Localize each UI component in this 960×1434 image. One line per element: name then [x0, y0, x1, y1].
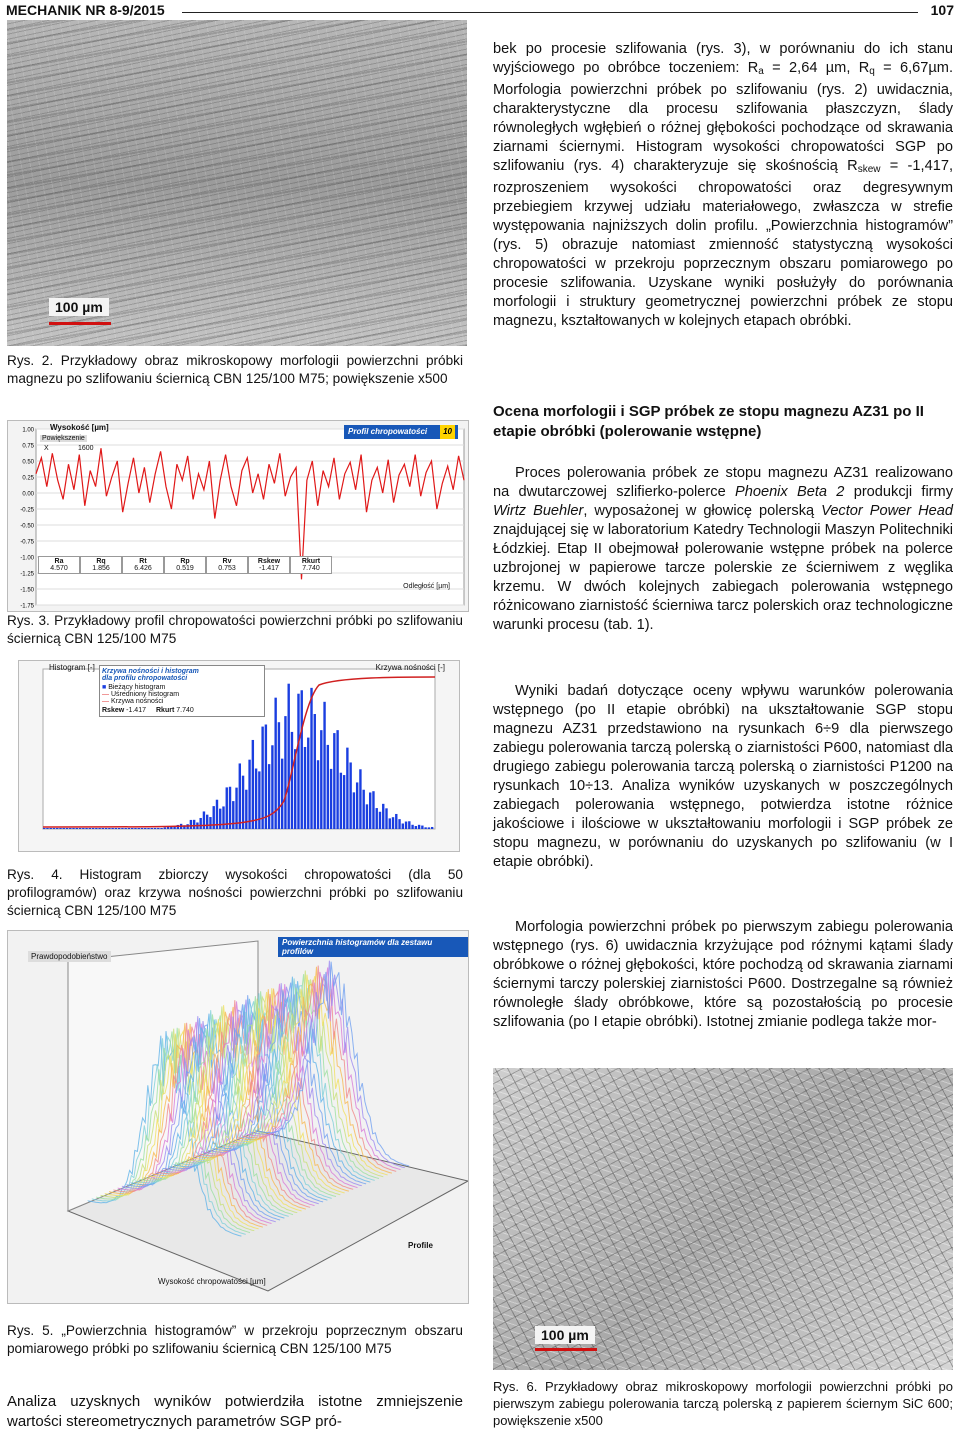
- histogram-bar: [170, 827, 172, 829]
- histogram-bar: [115, 828, 117, 829]
- histogram-bar: [138, 828, 140, 829]
- histogram-bar: [82, 828, 84, 829]
- y-tick-label: -1.50: [20, 587, 34, 594]
- histogram-bar: [323, 702, 325, 829]
- histogram-bar: [405, 822, 407, 829]
- histogram-bar: [229, 787, 231, 829]
- histogram-bar: [69, 828, 71, 829]
- fig4-curve-title: Krzywa nośności [-]: [375, 663, 445, 672]
- fig3-params-table: [38, 556, 332, 574]
- histogram-bar: [59, 828, 61, 829]
- journal-title: MECHANIK NR 8-9/2015: [6, 2, 165, 18]
- fig4-hist-title: Histogram [-]: [49, 663, 95, 672]
- right-paragraph-2: Proces polerowania próbek ze stopu magnezu AZ31 realizowano na dwutarczowej szlifierko-polerce Phoenix Beta 2 produkcji firmy Wirtz Buehler, wyposażonej w głowicę polerską Vector Power Head znajdującej się w laboratorium Katedry Technologii Maszyn Politechniki Łódzkiej. Etap II obejmował polerowanie wstępne próbek na polerce uzbrojonej w papierowe tarcze polerskie ze ścierniwem z węglika krzemu. W dwóch kolejnych zabiegach polerowania wstępnego różnicowano ziarnistość ścierniwa tarcz polerskich oraz technologiczne warunki procesu (tab. 1).: [493, 465, 953, 633]
- histogram-bar: [141, 828, 143, 829]
- histogram-bar: [128, 828, 130, 829]
- histogram-bar: [164, 827, 166, 829]
- fig5-title: Powierzchnia histogramów dla zestawu profilów: [278, 937, 468, 957]
- fig4-histogram-chart: [18, 660, 460, 852]
- histogram-bar: [330, 769, 332, 829]
- histogram-bar: [222, 806, 224, 829]
- histogram-bar: [281, 759, 283, 829]
- histogram-bar: [317, 760, 319, 829]
- fig3-title: Profil chropowatości: [348, 427, 428, 436]
- histogram-bar: [105, 828, 107, 829]
- fig4-params: Rskew -1.417 Rkurt 7.740: [102, 707, 194, 714]
- fig2-scale-label: 100 µm: [49, 298, 109, 316]
- y-tick-label: 1.00: [22, 427, 34, 434]
- histogram-bar: [118, 828, 120, 829]
- fig6-scale-bar: [535, 1348, 597, 1351]
- histogram-bar: [389, 818, 391, 829]
- histogram-bar: [349, 762, 351, 829]
- histogram-bar: [76, 828, 78, 829]
- param-cell: Rq 1.856: [80, 556, 122, 574]
- fig5-ylabel: Profile: [408, 1241, 433, 1250]
- histogram-bar: [398, 819, 400, 829]
- histogram-bar: [199, 818, 201, 829]
- section-heading: Ocena morfologii i SGP próbek ze stopu magnezu AZ31 po II etapie obróbki (polerowanie wstępne): [493, 403, 924, 440]
- histogram-bar: [72, 828, 74, 829]
- histogram-bar: [320, 730, 322, 829]
- histogram-bar: [147, 828, 149, 829]
- histogram-bar: [376, 808, 378, 829]
- histogram-bar: [353, 792, 355, 829]
- histogram-bar: [369, 792, 371, 829]
- histogram-bar: [431, 827, 433, 829]
- histogram-bar: [50, 828, 52, 829]
- histogram-bar: [343, 775, 345, 829]
- histogram-bar: [232, 801, 234, 829]
- histogram-bar: [190, 820, 192, 829]
- fig5-xlabel: Wysokość chropowatości [µm]: [158, 1277, 266, 1286]
- histogram-bar: [160, 828, 162, 829]
- histogram-bar: [66, 828, 68, 829]
- y-tick-label: -1.75: [20, 603, 34, 610]
- fig5-histogram-surface: [7, 930, 469, 1304]
- histogram-bar: [411, 825, 413, 829]
- fig4-legend-title-1: Krzywa nośności i histogram: [102, 668, 199, 675]
- histogram-bar: [346, 748, 348, 829]
- histogram-bar: [245, 790, 247, 829]
- y-tick-label: 0.50: [22, 459, 34, 466]
- fig2-scale-bar: [49, 322, 111, 325]
- histogram-bar: [314, 714, 316, 829]
- fig4-legend-item-3: — Krzywa nośności: [102, 698, 164, 705]
- fig5-caption: Rys. 5. „Powierzchnia histogramów” w przekroju poprzecznym obszaru pomiarowego próbki po szlifowaniu ściernicą CBN 125/100 M75: [7, 1323, 463, 1356]
- fig3-title-num: 10: [440, 425, 455, 439]
- param-cell: Rskew -1.417: [248, 556, 290, 574]
- histogram-bar: [203, 811, 205, 829]
- histogram-bar: [131, 828, 133, 829]
- histogram-bar: [304, 747, 306, 829]
- page-header: [6, 2, 954, 18]
- surface-plot: [8, 931, 468, 1303]
- y-tick-label: 0.25: [22, 475, 34, 482]
- histogram-bar: [239, 763, 241, 829]
- histogram-bar: [301, 690, 303, 829]
- param-cell: Rkurt 7.740: [290, 556, 332, 574]
- fig3-mag-value: 1600: [78, 445, 94, 452]
- fig3-caption: Rys. 3. Przykładowy profil chropowatości powierzchni próbki po szlifowaniu ściernicą CBN 125/100 M75: [7, 613, 463, 646]
- fig2-micrograph: [7, 20, 467, 346]
- histogram-bar: [265, 725, 267, 829]
- y-tick-label: 0.75: [22, 443, 34, 450]
- y-tick-label: -1.00: [20, 555, 34, 562]
- histogram-bar: [288, 684, 290, 829]
- left-bottom-text: Analiza uzysknych wyników potwierdziła istotne zmniejszenie wartości stereometrycznych parametrów SGP pró-: [7, 1393, 463, 1430]
- histogram-bar: [271, 745, 273, 829]
- histogram-bar: [340, 773, 342, 829]
- histogram-bar: [359, 769, 361, 829]
- histogram-bar: [209, 817, 211, 829]
- histogram-bar: [63, 828, 65, 829]
- histogram-bar: [327, 745, 329, 829]
- histogram-bar: [79, 828, 81, 829]
- fig3-mag-x: X: [44, 445, 49, 452]
- histogram-bar: [43, 828, 45, 829]
- histogram-bar: [121, 828, 123, 829]
- histogram-bar: [193, 820, 195, 829]
- histogram-bar: [421, 826, 423, 829]
- histogram-bar: [46, 828, 48, 829]
- histogram-bar: [392, 817, 394, 829]
- histogram-bar: [252, 740, 254, 829]
- histogram-bar: [356, 782, 358, 829]
- profile-plot: [8, 421, 468, 611]
- fig4-caption: Rys. 4. Histogram zbiorczy wysokości chropowatości (dla 50 profilogramów) oraz krzywa nośności powierzchni próbki po szlifowaniu ściernicą CBN 125/100 M75: [7, 867, 463, 918]
- y-tick-label: -0.25: [20, 507, 34, 514]
- histogram-bar: [226, 787, 228, 829]
- fig6-caption: Rys. 6. Przykładowy obraz mikroskopowy morfologii powierzchni próbki po pierwszym zabiegu polerowania tarczą polerską z papierem ściernym SiC 600; powiększenie x500: [493, 1379, 953, 1428]
- histogram-bar: [53, 828, 55, 829]
- fig4-legend-item-2: — Uśredniony histogram: [102, 691, 180, 698]
- fig6-scale-label: 100 µm: [535, 1326, 595, 1344]
- histogram-bar: [219, 809, 221, 829]
- histogram-bar: [125, 828, 127, 829]
- histogram-bar: [379, 812, 381, 829]
- histogram-bar: [362, 790, 364, 829]
- histogram-bar: [151, 828, 153, 829]
- histogram-bar: [307, 738, 309, 829]
- right-paragraph-4: Morfologia powierzchni próbek po pierwszym zabiegu polerowania wstępnego (rys. 6) uwidacznia krzyżujące pod różnymi kątami ślady obróbkowe o różnej głębokości, które pochodzą od skrawania ziarnami ściernymi tarczy polerskiej ziarnistości P600. Dostrzegalne są również równoległe ślady obróbkowe, które są pozostałością po procesie szlifowania (po I etapie obróbki). Istotnej zmianie podlega także mor-: [493, 919, 953, 1030]
- fig3-title-badge: [344, 425, 458, 439]
- fig6-micrograph: [493, 1068, 953, 1370]
- param-cell: Rt 6.426: [122, 556, 164, 574]
- y-tick-label: -0.50: [20, 523, 34, 530]
- param-cell: Ra 4.570: [38, 556, 80, 574]
- y-tick-label: -0.75: [20, 539, 34, 546]
- fig3-ylabel: Wysokość [µm]: [50, 423, 109, 432]
- header-rule: [182, 12, 918, 13]
- histogram-bar: [382, 804, 384, 829]
- histogram-bar: [157, 828, 159, 829]
- fig4-legend: [99, 665, 265, 717]
- fig3-profile-chart: [7, 420, 469, 612]
- histogram-bar: [278, 722, 280, 829]
- param-cell: Rp 0.519: [164, 556, 206, 574]
- histogram-bar: [154, 828, 156, 829]
- histogram-bar: [248, 760, 250, 829]
- histogram-bar: [144, 828, 146, 829]
- fig3-mag-label: Powiększenie: [42, 435, 85, 442]
- histogram-bar: [366, 804, 368, 829]
- histogram-bar: [385, 808, 387, 829]
- histogram-bar: [402, 823, 404, 829]
- histogram-bar: [261, 727, 263, 829]
- histogram-bar: [89, 828, 91, 829]
- histogram-bar: [418, 825, 420, 829]
- histogram-bar: [408, 821, 410, 829]
- histogram-bar: [111, 828, 113, 829]
- histogram-bar: [102, 828, 104, 829]
- histogram-bar: [206, 815, 208, 829]
- histogram-bar: [424, 827, 426, 829]
- fig5-zlabel: Prawdopodobieństwo: [28, 951, 111, 962]
- histogram-bar: [258, 771, 260, 829]
- histogram-bar: [333, 733, 335, 829]
- histogram-bar: [242, 776, 244, 829]
- histogram-bar: [395, 814, 397, 829]
- fig4-legend-item-1: ■ Bieżący histogram: [102, 684, 166, 691]
- histogram-bar: [310, 688, 312, 829]
- param-cell: Rv 0.753: [206, 556, 248, 574]
- right-paragraph-3: Wyniki badań dotyczące oceny wpływu warunków polerowania wstępnego (po II etapie obróbki) na ukształtowanie SGP stopu magnezu AZ31 przedstawiono na rysunkach 6÷9 dla pierwszego zabiegu polerowania tarczą polerską o ziarnistości P600, natomiast dla drugiego zabiegu polerowania tarczą polerską o ziarnistości P1200 na rysunkach 10÷13. Analiza wyników uzyskanych w poszczególnych zabiegach polerowania wstępnego, potwierdza istotne różnice jakościowe i ilościowe w ukształtowaniu morfologii i SGP próbek ze stopu magnezu, w porównaniu do uzyskanych po szlifowaniu (w I etapie obróbki).: [493, 683, 953, 870]
- y-tick-label: 0.00: [22, 491, 34, 498]
- histogram-bar: [268, 764, 270, 829]
- histogram-bar: [415, 826, 417, 829]
- histogram-bar: [274, 698, 276, 829]
- histogram-bar: [95, 828, 97, 829]
- histogram-bar: [372, 791, 374, 829]
- histogram-bar: [98, 828, 100, 829]
- histogram-bar: [56, 828, 58, 829]
- right-paragraph-1: bek po procesie szlifowania (rys. 3), w porównaniu do ich stanu wyjściowego po obróbce toczeniem: $R_a = 2,64$ µm, $R_q = 6,67\mu m$. Morfologia powierzchni próbek po szlifowaniu (rys. 2) uwidacznia, charakterystyczne dla procesu szlifowania płaszczyzn, ślady równoległych wgłębień o różnej głębokości pochodzące od skrawania ziarnami ściernymi. Histogram wysokości chropowatości SGP po szlifowaniu (rys. 4) charakteryzuje się skośnością $R_{skew} = -1,417$, rozproszeniem wysokości chropowatości oraz degresywnym przebiegiem krzywej udziału materiałowego, zwłaszcza w strefie występowania najniższych dolin profilu. „Powierzchnia histogramów” (rys. 5) obrazuje natomiast zmienność statystyczną wysokości chropowatości w przekroju poprzecznym obszaru pomiarowego po procesie szlifowania. Uzyskane wyniki posłużyły do porównania morfologii i struktury geometrycznej powierzchni próbek ze stopu magnezu, kształtowanych w kolejnych etapach obróbki.: [493, 41, 954, 329]
- fig4-legend-title-2: dla profilu chropowatości: [102, 675, 188, 682]
- fig3-xlabel: Odległość [µm]: [403, 583, 450, 590]
- histogram-bar: [92, 828, 94, 829]
- page-number: 107: [930, 2, 954, 18]
- histogram-bar: [173, 827, 175, 829]
- histogram-bar: [291, 732, 293, 829]
- histogram-bar: [85, 828, 87, 829]
- histogram-bar: [428, 827, 430, 829]
- histogram-bar: [297, 694, 299, 829]
- y-tick-label: -1.25: [20, 571, 34, 578]
- fig2-caption: Rys. 2. Przykładowy obraz mikroskopowy morfologii powierzchni próbki magnezu po szlifowaniu ściernicą CBN 125/100 M75; powiększenie x500: [7, 353, 463, 386]
- histogram-bar: [108, 828, 110, 829]
- histogram-bar: [134, 828, 136, 829]
- histogram-bar: [284, 716, 286, 829]
- histogram-bar: [336, 730, 338, 829]
